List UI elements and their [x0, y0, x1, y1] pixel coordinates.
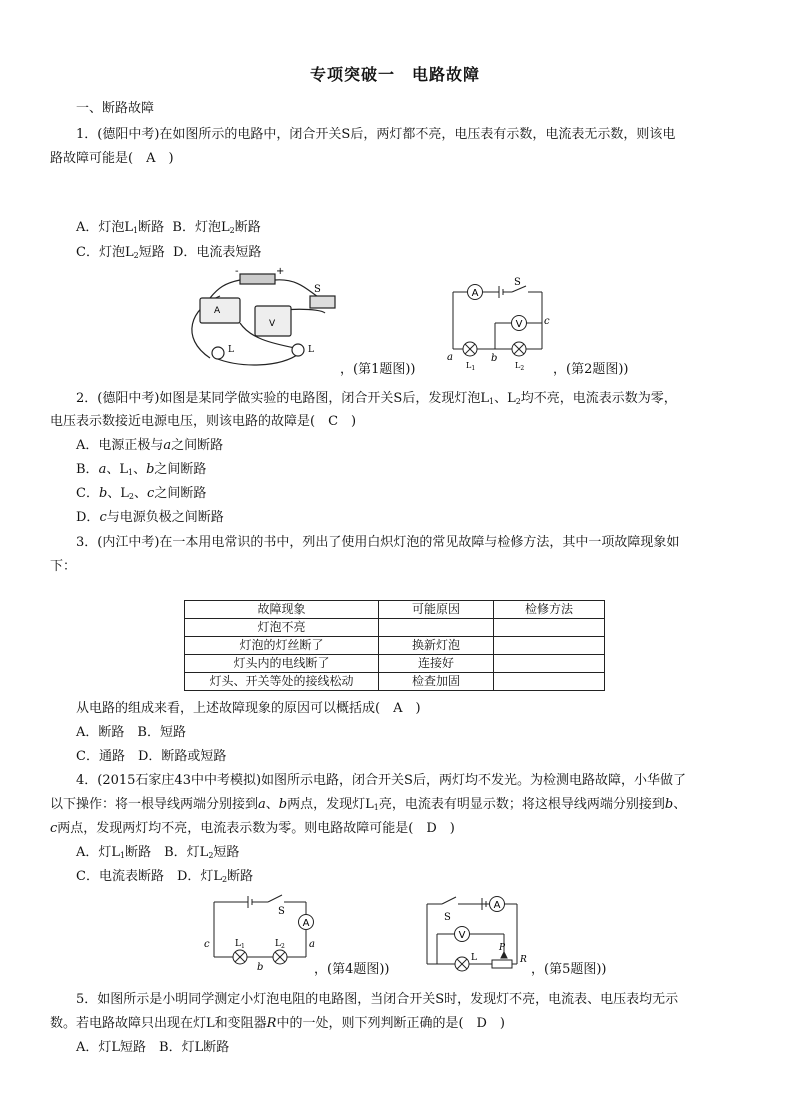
fig1-lamp1-label: L [228, 345, 234, 355]
fig4-switch-label: S [278, 906, 285, 917]
figure-4-circuit [206, 892, 318, 972]
figure-5-caption: ，(第5题图)) [531, 962, 607, 977]
q4-options-ab: A．灯$L_1$断路 B．灯$L_2$短路 [76, 845, 240, 860]
table-header-cell: 检修方法 [494, 601, 605, 619]
table-row [185, 601, 605, 619]
fig2-point-a: a [447, 352, 453, 363]
fig2-lamp1-label: $L_1$ [466, 361, 476, 372]
fig4-lamp2-label: $L_2$ [275, 939, 285, 950]
table-cell: 灯头内的电线断了 [185, 655, 379, 673]
fig4-lamp2 [273, 950, 287, 964]
q4-text-line1: 4．(2015石家庄43中中考模拟)如图所示电路，闭合开关S后，两灯均不发光。为检测电路故障，小华做了 [76, 773, 686, 788]
fig5-resistor-r: R [520, 955, 527, 965]
table-row [185, 619, 605, 637]
svg-text:V: V [458, 930, 466, 941]
table-header-cell: 可能原因 [379, 601, 494, 619]
fig5-slider-p: P [499, 943, 506, 953]
fig1-ammeter-label: A [214, 306, 221, 316]
table-row [185, 673, 605, 691]
q3-options-cd: C．通路 D．断路或短路 [76, 749, 227, 764]
q5-options-ab: A．灯L短路 B．灯L断路 [76, 1040, 230, 1055]
fig4-lamp1 [233, 950, 247, 964]
fig4-point-b: b [257, 962, 264, 973]
fig4-point-c: c [204, 939, 210, 950]
q3-options-ab: A．断路 B．短路 [76, 725, 186, 740]
fig5-lamp-label: L [471, 953, 477, 963]
q2-option-c: C．b、$L_2$、c之间断路 [76, 486, 207, 501]
svg-text:A: A [471, 288, 479, 299]
page-title: 专项突破一 电路故障 [309, 65, 480, 84]
table-header-cell: 故障现象 [185, 601, 379, 619]
table-cell: 灯头、开关等处的接线松动 [185, 673, 379, 691]
fault-table [184, 600, 605, 691]
q4-text-line3: c两点，发现两灯均不亮，电流表示数为零。则电路故障可能是( D ) [50, 821, 455, 836]
fig1-lamp2-label: L [308, 345, 314, 355]
table-cell [494, 637, 605, 655]
q5-text-line2: 数。若电路故障只出现在灯L和变阻器R中的一处，则下列判断正确的是( D ) [50, 1016, 506, 1031]
table-cell [494, 673, 605, 691]
fig5-ammeter [490, 897, 505, 912]
fig1-switch-label: S [314, 284, 321, 295]
fig2-point-b: b [491, 353, 498, 364]
q2-text-line1: 2．(德阳中考)如图是某同学做实验的电路图，闭合开关S后，发现灯泡$L_1$、$L_2$均不亮，电流表示数为零， [76, 391, 677, 406]
figure-2-circuit [447, 277, 555, 372]
svg-text:A: A [493, 900, 501, 911]
q1-options-ab: A．灯泡$L_1$断路 B．灯泡$L_2$断路 [76, 220, 261, 235]
fig2-switch-label: S [514, 277, 521, 288]
fig5-lamp [455, 957, 469, 971]
q1-text-line2: 路故障可能是( A ) [50, 151, 174, 166]
fig1-minus-label: - [235, 266, 239, 277]
table-row [185, 655, 605, 673]
q3-text-line1: 3．(内江中考)在一本用电常识的书中，列出了使用白炽灯泡的常见故障与检修方法，其中一项故障现象如 [76, 535, 680, 550]
q2-option-d: D．c与电源负极之间断路 [76, 510, 224, 525]
q2-option-b: B．a、$L_1$、b之间断路 [76, 462, 207, 477]
table-cell [379, 619, 494, 637]
fig2-point-c: c [544, 316, 550, 327]
figure-5-circuit [422, 892, 537, 972]
q2-text-line2: 电压表示数接近电源电压，则该电路的故障是( C ) [50, 414, 357, 429]
table-cell: 灯泡的灯丝断了 [185, 637, 379, 655]
figure-1-caption: ，(第1题图)) [340, 362, 416, 377]
fig1-plus-label: + [276, 266, 285, 277]
q4-text-line2: 以下操作：将一根导线两端分别接到a、b两点，发现灯$L_1$亮，电流表有明显示数；将这根导线两端分别接到b、 [50, 797, 687, 812]
table-cell [494, 655, 605, 673]
q3-text-line2: 下： [50, 559, 77, 574]
fig1-voltmeter-label: V [269, 319, 276, 329]
fig2-lamp2-label: $L_2$ [515, 361, 525, 372]
fig5-voltmeter [455, 927, 470, 942]
fig4-point-a: a [309, 939, 315, 950]
table-row [185, 637, 605, 655]
figure-4-caption: ，(第4题图)) [314, 962, 390, 977]
table-cell: 检查加固 [379, 673, 494, 691]
q3-text-line3: 从电路的组成来看，上述故障现象的原因可以概括成( A ) [76, 701, 421, 716]
section-heading: 一、断路故障 [76, 101, 155, 116]
figure-1-apparatus [180, 268, 350, 376]
table-cell: 连接好 [379, 655, 494, 673]
q1-text-line1: 1．(德阳中考)在如图所示的电路中，闭合开关S后，两灯都不亮，电压表有示数，电流表无示数，则该电 [76, 127, 676, 142]
table-cell: 灯泡不亮 [185, 619, 379, 637]
q5-text-line1: 5．如图所示是小明同学测定小灯泡电阻的电路图，当闭合开关S时，发现灯不亮，电流表、电压表均无示 [76, 992, 679, 1007]
fig2-lamp2 [512, 342, 526, 356]
q4-options-cd: C．电流表断路 D．灯$L_2$断路 [76, 869, 254, 884]
fig5-switch-label: S [444, 912, 451, 923]
fig2-lamp1 [463, 342, 477, 356]
fig4-ammeter [299, 915, 314, 930]
table-cell: 换新灯泡 [379, 637, 494, 655]
table-cell [494, 619, 605, 637]
svg-text:V: V [515, 319, 523, 330]
fig4-lamp1-label: $L_1$ [235, 939, 245, 950]
fig2-ammeter [468, 285, 483, 300]
fig2-voltmeter [512, 316, 527, 331]
q1-options-cd: C．灯泡$L_2$短路 D．电流表短路 [76, 245, 262, 260]
figure-2-caption: ，(第2题图)) [553, 362, 629, 377]
q2-option-a: A．电源正极与a之间断路 [76, 438, 224, 453]
svg-text:A: A [302, 918, 310, 929]
